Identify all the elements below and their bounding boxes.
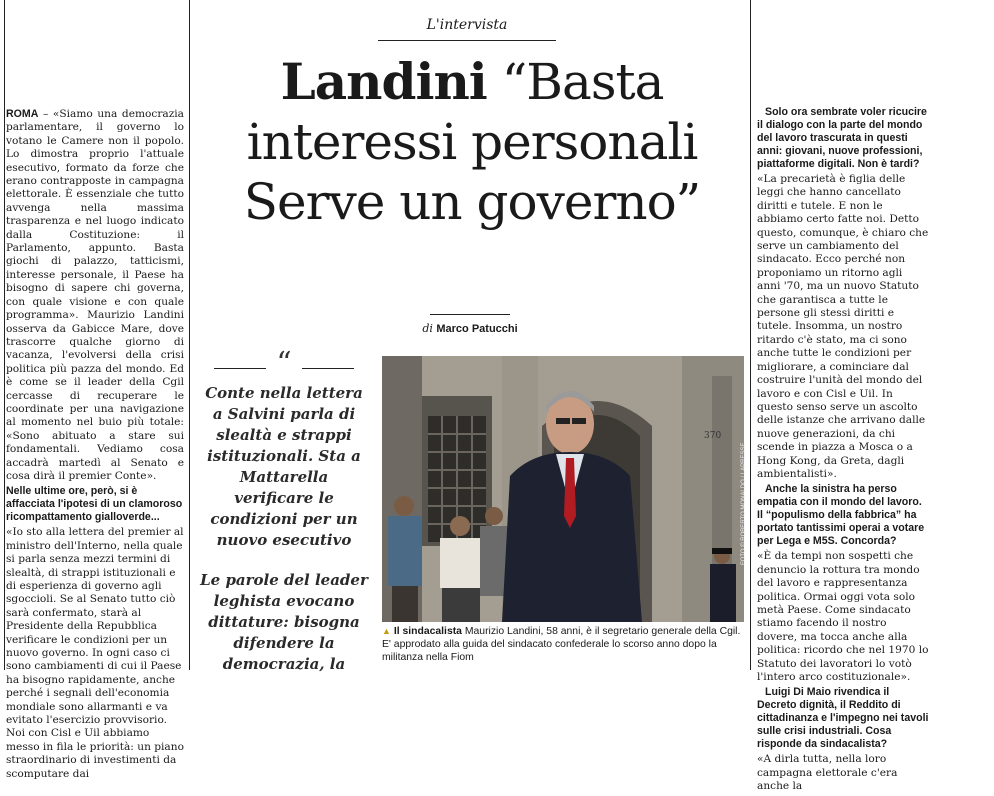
caption-lead: Il sindacalista — [393, 626, 462, 637]
intro-paragraph — [6, 108, 184, 483]
quote-icon: “ — [276, 346, 292, 381]
door-number: 370 — [704, 431, 722, 441]
byline-prefix: di — [422, 322, 433, 335]
column-rule-left — [189, 0, 190, 670]
answer-3: «È da tempi non sospetti che denuncio la rottura tra mondo del lavoro e rappresentanza politica. Ormai oggi vota solo metà Paese. Come sindacato stiamo facendo il nostro dovere, ma tocca anche alla politica: ricordo che nel 1970 lo Statuto dei lavoratori lo votò l'intero arco costituzionale». — [757, 550, 929, 683]
page-margin — [932, 0, 994, 670]
headline-line-3: Serve un governo” — [243, 173, 701, 231]
headline-line-1 — [196, 52, 748, 112]
quote-rule-right — [302, 368, 354, 369]
question-2: Solo ora sembrate voler ricucire il dialogo con la parte del mondo del lavoro trascurata in questi anni: giovani, nuove professioni, piattaforme digitali. Non è tardi? — [757, 106, 927, 170]
dateline: ROMA — [6, 108, 39, 120]
triangle-icon: ▲ — [382, 626, 391, 636]
byline-author: Marco Patucchi — [436, 323, 518, 335]
article-photo — [382, 356, 744, 622]
answer-4: «A dirla tutta, nella loro campagna elettorale c'era anche la — [757, 753, 898, 793]
question-3: Anche la sinistra ha perso empatia con il mondo del lavoro. Il “populismo della fabbrica” ha portato tantissimi operai a votare per Lega e M5S. Concorda? — [757, 483, 925, 548]
page-edge-rule — [4, 0, 5, 670]
photo-illustration — [382, 356, 744, 622]
question-4: Luigi Di Maio rivendica il Decreto dignità, il Reddito di cittadinanza e l'impegno nei tavoli sulle crisi industriali. Cosa risponde da sindacalista? — [757, 686, 929, 751]
headline-name: Landini — [280, 52, 487, 111]
pull-quote-2: Le parole del leader leghista evocano dittature: bisogna difendere la democrazia, la — [200, 571, 368, 673]
headline — [196, 52, 748, 232]
headline-divider — [430, 314, 510, 315]
answer-2: «La precarietà è figlia delle leggi che hanno cancellato diritti e tutele. E non le abbiamo certo fatte noi. Detto questo, comunque, è chiaro che serve un cambiamento del sindacato. Ecco perché non proponiamo un ritorno agli anni '70, ma un nuovo Statuto che garantisca a tutte le persone gli stessi diritti e tutele. Insomma, un nostro ritardo c'è stato, ma ci sono anche tutte le condizioni per migliorare, a cominciare dal costruire l'unità del mondo del lavoro e con Cisl e Uil. In questo senso serve un ascolto delle istanze che arrivano dalle nuove generazioni, da chi scende in piazza a Mosca o a Hong Kong, da Greta, dagli ambientalisti». — [757, 173, 929, 480]
byline — [380, 322, 560, 335]
caption-text: Maurizio Landini, 58 anni, è il segretario generale della Cgil. E' approdato alla guida del sindacato confederale lo scorso anno dopo la militanza nella Fiom — [382, 626, 741, 663]
question-1: Nelle ultime ore, però, si è affacciata l'ipotesi di un clamoroso ricompattamento gialloverde... — [6, 485, 183, 524]
pull-quote-1: Conte nella lettera a Salvini parla di slealtà e strappi istituzionali. Sta a Mattarella verificare le condizioni per un nuovo esecutivo — [205, 384, 363, 549]
kicker-text: L'intervista — [426, 17, 508, 33]
intro-text: – «Siamo una democrazia parlamentare, il governo lo votano le Camere non il popolo. Lo dimostra proprio l'attuale esecutivo, formato da forze che erano contrapposte in campagna elettorale. È essenziale che tutto avvenga nella massima trasparenza e nel luogo indicato dalla Costituzione: il Parlamento, appunto. Basta giochi di palazzo, tatticismi, interesse personale, il Paese ha bisogno di sapere chi governa, con quale visione e con quale programma». Maurizio Landini osserva da Gabicce Mare, dove trascorre qualche giorno di vacanza, l'evolversi della crisi politica più pazza del mondo. Ed è come se il leader della Cgil cercasse di recuperare le coordinate per una navigazione al momento nel buio più totale: «Sono abituato a stare sui fondamentali. Vediamo cosa accadrà martedì al Senato e cosa dirà il premier Conte». — [6, 108, 184, 482]
right-column-text — [757, 106, 929, 796]
quote-rule-left — [214, 368, 266, 369]
headline-line-2: interessi personali — [246, 113, 698, 171]
answer-1: «Io sto alla lettera del premier al ministro dell'Interno, nella quale si parla senza mezzi termini di slealtà, di strappi istituzionali e di esperienza di governo agli sgoccioli. Se al Senato tutto ciò sarà confermato, starà al Presidente della Repubblica verificare le condizioni per un nuovo governo. In ogni caso ci sono cambiamenti di cui il Paese ha bisogno rapidamente, anche perché i segnali dell'economia mondiale sono allarmanti e va evitato l'esercizio provvisorio. Noi con Cisl e Uil abbiamo messo in fila le priorità: un piano straordinario di investimenti da scomputare dai — [6, 526, 184, 780]
photo-caption — [382, 625, 744, 664]
section-kicker — [378, 12, 556, 41]
headline-line-1-rest: “Basta — [486, 53, 664, 111]
left-column-text — [6, 108, 184, 783]
column-rule-right — [750, 0, 751, 670]
photo-credit: FOTO © ROBERTO MONALDO / LAPRESSE — [741, 442, 747, 565]
